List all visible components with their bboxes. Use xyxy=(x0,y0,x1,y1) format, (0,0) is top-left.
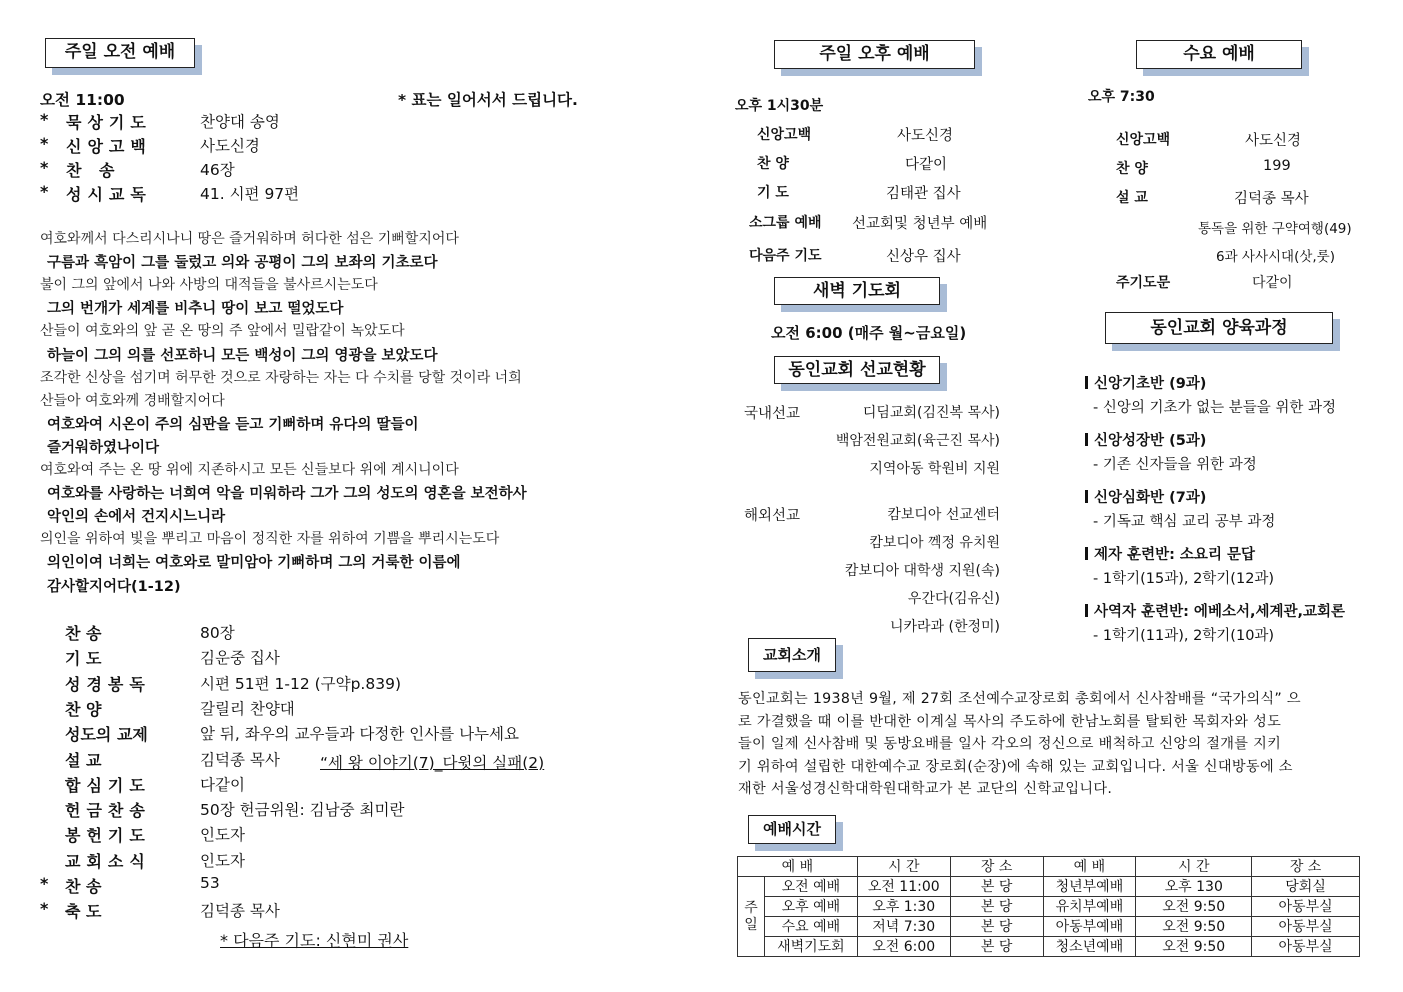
standing-note: * 표는 일어서서 드립니다. xyxy=(398,91,578,109)
order-value: 41. 시편 97편 xyxy=(200,185,300,203)
psalm-line: 조각한 신상을 섬기며 허무한 것으로 자랑하는 자는 다 수치를 당할 것이라 너희 xyxy=(40,369,522,386)
psalm-line: 즐거워하였나이다 xyxy=(47,439,160,456)
order-label: 헌금찬송 xyxy=(65,801,151,821)
lords-prayer-label: 주기도문 xyxy=(1116,275,1171,291)
order-label: 설 교 xyxy=(65,750,102,770)
order-label: 성시교독 xyxy=(66,185,152,204)
schedule-row xyxy=(738,897,1360,917)
overseas-mission-item: 캄보디아 선교센터 xyxy=(887,507,1000,523)
schedule-cell: 아동부실 xyxy=(1252,897,1360,917)
order-value: 김덕종 목사 xyxy=(200,902,280,921)
wednesday-label: 찬 양 xyxy=(1116,161,1148,177)
intro-line: 로 가결했을 때 이를 반대한 이계실 목사의 주도하에 한남노회를 탈퇴한 목회자와 성도 xyxy=(738,713,1282,730)
schedule-header-row xyxy=(738,857,1360,877)
order-value: 앞 뒤, 좌우의 교우들과 다정한 인사를 나누세요 xyxy=(200,725,519,744)
course-bullet xyxy=(1085,433,1088,446)
wednesday-value: 사도신경 xyxy=(1245,133,1302,149)
intro-line: 재한 서울성경신학대학원대학교가 본 교단의 신학교입니다. xyxy=(738,781,1113,797)
afternoon-label: 다음주 기도 xyxy=(749,248,822,264)
order-value: 46장 xyxy=(200,161,235,179)
schedule-header: 시 간 xyxy=(857,857,950,877)
overseas-mission-label: 해외선교 xyxy=(744,508,801,524)
schedule-header: 예 배 xyxy=(738,857,858,877)
afternoon-label: 소그룹 예배 xyxy=(749,215,822,231)
course-bullet xyxy=(1085,547,1088,560)
schedule-table xyxy=(737,856,1360,957)
courses-title: 동인교회 양육과정 xyxy=(1105,312,1333,344)
schedule-cell: 저녁 7:30 xyxy=(857,917,950,937)
order-value: 80장 xyxy=(200,624,235,642)
course-description: - 1학기(15과), 2학기(12과) xyxy=(1093,571,1275,587)
afternoon-service-title: 주일 오후 예배 xyxy=(774,40,975,69)
order-star: * xyxy=(40,134,49,153)
course-description: - 기독교 핵심 교리 공부 과정 xyxy=(1093,514,1276,530)
overseas-mission-item: 캄보디아 껙정 유치원 xyxy=(869,535,1000,551)
schedule-cell: 본 당 xyxy=(950,917,1043,937)
order-value: 인도자 xyxy=(200,851,245,870)
overseas-mission-item: 캄보디아 대학생 지원(속) xyxy=(844,563,1000,579)
course-description: - 1학기(11과), 2학기(10과) xyxy=(1093,628,1275,644)
sunday-label-1: 주 xyxy=(744,899,758,916)
order-star: * xyxy=(40,158,49,177)
course-description: - 신앙의 기초가 없는 분들을 위한 과정 xyxy=(1093,400,1336,416)
order-label: 기 도 xyxy=(65,649,102,669)
schedule-cell: 오전 11:00 xyxy=(857,877,950,897)
order-label: 성경봉독 xyxy=(65,674,151,694)
psalm-line: 불이 그의 앞에서 나와 사방의 대적들을 불사르시는도다 xyxy=(40,277,378,294)
domestic-mission-item: 디딤교회(김진복 목사) xyxy=(862,405,1000,421)
psalm-line: 그의 번개가 세계를 비추니 땅이 보고 떨었도다 xyxy=(47,301,344,318)
schedule-cell: 본 당 xyxy=(950,937,1043,957)
order-label: 묵상기도 xyxy=(66,113,152,132)
dawn-prayer-title: 새벽 기도회 xyxy=(774,277,940,305)
mission-title: 동인교회 선교현황 xyxy=(774,356,940,384)
afternoon-label: 신앙고백 xyxy=(757,127,812,143)
psalm-line: 산들아 여호와께 경배할지어다 xyxy=(40,392,225,409)
wednesday-time: 오후 7:30 xyxy=(1088,89,1155,105)
course-name xyxy=(1085,429,1206,450)
order-star: * xyxy=(40,110,49,129)
psalm-line: 의인이여 너희는 여호와로 말미암아 기뻐하며 그의 거룩한 이름에 xyxy=(47,555,461,572)
course-bullet xyxy=(1085,604,1088,617)
psalm-line: 감사할지어다(1-12) xyxy=(47,578,181,595)
order-value: 김운중 집사 xyxy=(200,649,280,668)
order-star: * xyxy=(40,182,49,201)
overseas-mission-item: 우간다(김유신) xyxy=(907,591,1000,607)
schedule-cell: 오후 1:30 xyxy=(857,897,950,917)
schedule-cell: 본 당 xyxy=(950,877,1043,897)
order-label: 찬 양 xyxy=(65,699,102,719)
order-value: 사도신경 xyxy=(200,137,260,155)
order-label: 축 도 xyxy=(65,902,102,922)
course-description: - 기존 신자들을 위한 과정 xyxy=(1093,457,1257,473)
afternoon-value: 신상우 집사 xyxy=(886,249,961,265)
psalm-line: 산들이 여호와의 앞 곧 온 땅의 주 앞에서 밀랍같이 녹았도다 xyxy=(40,323,405,340)
order-label: 신앙고백 xyxy=(66,137,152,156)
psalm-line: 구름과 흑암이 그를 둘렀고 의와 공평이 그의 보좌의 기초로다 xyxy=(47,255,438,272)
wednesday-service-title: 수요 예배 xyxy=(1136,40,1302,69)
wednesday-sermon-line-1: 통독을 위한 구약여행(49) xyxy=(1198,221,1352,237)
sunday-label xyxy=(738,877,765,957)
schedule-cell: 오전 9:50 xyxy=(1136,917,1252,937)
course-name xyxy=(1085,486,1206,507)
course-bullet xyxy=(1085,490,1088,503)
schedule-cell: 오전 예배 xyxy=(764,877,857,897)
psalm-line: 하늘이 그의 의를 선포하니 모든 백성이 그의 영광을 보았도다 xyxy=(47,347,438,364)
afternoon-value: 김태관 집사 xyxy=(886,186,961,202)
schedule-cell: 본 당 xyxy=(950,897,1043,917)
schedule-header: 시 간 xyxy=(1136,857,1252,877)
psalm-line: 악인의 손에서 건지시느니라 xyxy=(47,509,226,526)
order-value: 50장 헌금위원: 김남중 최미란 xyxy=(200,801,405,820)
afternoon-label: 기 도 xyxy=(757,185,789,201)
afternoon-value: 사도신경 xyxy=(897,128,954,144)
schedule-header: 장 소 xyxy=(1252,857,1360,877)
course-name-text: 신앙심화반 (7과) xyxy=(1094,490,1207,506)
afternoon-label: 찬 양 xyxy=(757,156,789,172)
schedule-cell: 청소년예배 xyxy=(1043,937,1136,957)
afternoon-value: 선교회및 청년부 예배 xyxy=(852,216,988,232)
order-label: 성도의 교제 xyxy=(65,725,148,745)
intro-line: 동인교회는 1938년 9월, 제 27회 조선예수교장로회 총회에서 신사참배를 “국가의식” 으 xyxy=(738,691,1301,707)
schedule-row xyxy=(738,877,1360,897)
course-name-text: 사역자 훈련반: 에베소서,세계관,교회론 xyxy=(1094,604,1346,620)
order-value: 다같이 xyxy=(200,775,245,794)
wednesday-sermon-line-2: 6과 사사시대(삿,룻) xyxy=(1216,249,1335,265)
order-star: * xyxy=(40,874,49,893)
schedule-cell: 오전 9:50 xyxy=(1136,897,1252,917)
order-value: 김덕종 목사 xyxy=(200,750,280,769)
schedule-cell: 오전 6:00 xyxy=(857,937,950,957)
order-label: 합심기도 xyxy=(65,775,151,795)
order-value: 인도자 xyxy=(200,826,245,845)
morning-time: 오전 11:00 xyxy=(40,91,125,109)
next-week-prayer: * 다음주 기도: 신현미 권사 xyxy=(220,931,409,950)
order-label: 교회소식 xyxy=(65,851,151,871)
course-name-text: 신앙기초반 (9과) xyxy=(1094,376,1207,392)
schedule-cell: 아동부실 xyxy=(1252,937,1360,957)
sermon-title: “세 왕 이야기(7)_다윗의 실패(2) xyxy=(320,754,545,772)
schedule-cell: 당회실 xyxy=(1252,877,1360,897)
order-label: 봉헌기도 xyxy=(65,826,151,846)
schedule-cell: 오후 130 xyxy=(1136,877,1252,897)
schedule-cell: 수요 예배 xyxy=(764,917,857,937)
domestic-mission-label: 국내선교 xyxy=(744,406,801,422)
course-name-text: 신앙성장반 (5과) xyxy=(1094,433,1207,449)
overseas-mission-item: 니카라과 (한정미) xyxy=(889,619,1000,635)
schedule-row xyxy=(738,937,1360,957)
schedule-cell: 오전 9:50 xyxy=(1136,937,1252,957)
schedule-cell: 유치부예배 xyxy=(1043,897,1136,917)
intro-line: 기 위하여 설립한 대한예수교 장로회(순장)에 속해 있는 교회입니다. 서울 신대방동에 소 xyxy=(738,758,1293,775)
course-name-text: 제자 훈련반: 소요리 문답 xyxy=(1094,547,1256,563)
schedule-cell: 새벽기도회 xyxy=(764,937,857,957)
schedule-cell: 청년부예배 xyxy=(1043,877,1136,897)
domestic-mission-item: 지역아동 학원비 지원 xyxy=(869,461,1000,477)
afternoon-value: 다같이 xyxy=(905,157,948,173)
order-value: 찬양대 송영 xyxy=(200,113,280,131)
church-intro-title: 교회소개 xyxy=(748,638,836,672)
order-value: 시편 51편 1-12 (구약p.839) xyxy=(200,674,401,693)
afternoon-time: 오후 1시30분 xyxy=(735,98,824,114)
psalm-line: 여호와께서 다스리시나니 땅은 즐거워하며 허다한 섬은 기뻐할지어다 xyxy=(40,231,459,247)
order-label: 찬 송 xyxy=(65,877,102,896)
psalm-line: 여호와를 사랑하는 너희여 악을 미워하라 그가 그의 성도의 영혼을 보전하사 xyxy=(47,486,527,503)
course-bullet xyxy=(1085,376,1088,389)
psalm-line: 여호와여 시온이 주의 심판을 듣고 기뻐하며 유다의 딸들이 xyxy=(47,416,419,433)
schedule-cell: 아동부예배 xyxy=(1043,917,1136,937)
morning-service-title: 주일 오전 예배 xyxy=(45,38,195,68)
lords-prayer-value: 다같이 xyxy=(1252,275,1293,291)
psalm-line: 의인을 위하여 빛을 뿌리고 마음이 정직한 자를 위하여 기쁨을 뿌리시는도다 xyxy=(40,531,500,548)
order-label: 찬 송 xyxy=(66,161,121,180)
schedule-row xyxy=(738,917,1360,937)
schedule-header: 예 배 xyxy=(1043,857,1136,877)
schedule-title: 예배시간 xyxy=(748,815,836,844)
schedule-cell: 오후 예배 xyxy=(764,897,857,917)
wednesday-label: 설 교 xyxy=(1116,190,1148,206)
wednesday-value: 김덕종 목사 xyxy=(1234,191,1309,207)
psalm-line: 여호와여 주는 온 땅 위에 지존하시고 모든 신들보다 위에 계시니이다 xyxy=(40,462,459,478)
domestic-mission-item: 백암전원교회(육근진 목사) xyxy=(835,433,1000,449)
wednesday-label: 신앙고백 xyxy=(1116,132,1171,148)
dawn-prayer-time: 오전 6:00 (매주 월~금요일) xyxy=(771,324,967,342)
schedule-header: 장 소 xyxy=(950,857,1043,877)
wednesday-value: 199 xyxy=(1263,158,1291,174)
order-label: 찬 송 xyxy=(65,624,102,643)
order-value: 갈릴리 찬양대 xyxy=(200,699,295,718)
order-star: * xyxy=(40,899,49,919)
sunday-label-2: 일 xyxy=(744,916,758,933)
course-name xyxy=(1085,372,1206,393)
course-name xyxy=(1085,600,1345,621)
order-value: 53 xyxy=(200,874,220,892)
schedule-cell: 아동부실 xyxy=(1252,917,1360,937)
course-name xyxy=(1085,543,1255,564)
intro-line: 들이 일제 신사참배 및 동방요배를 일사 각오의 정신으로 배척하고 신앙의 절개를 지키 xyxy=(738,736,1282,752)
